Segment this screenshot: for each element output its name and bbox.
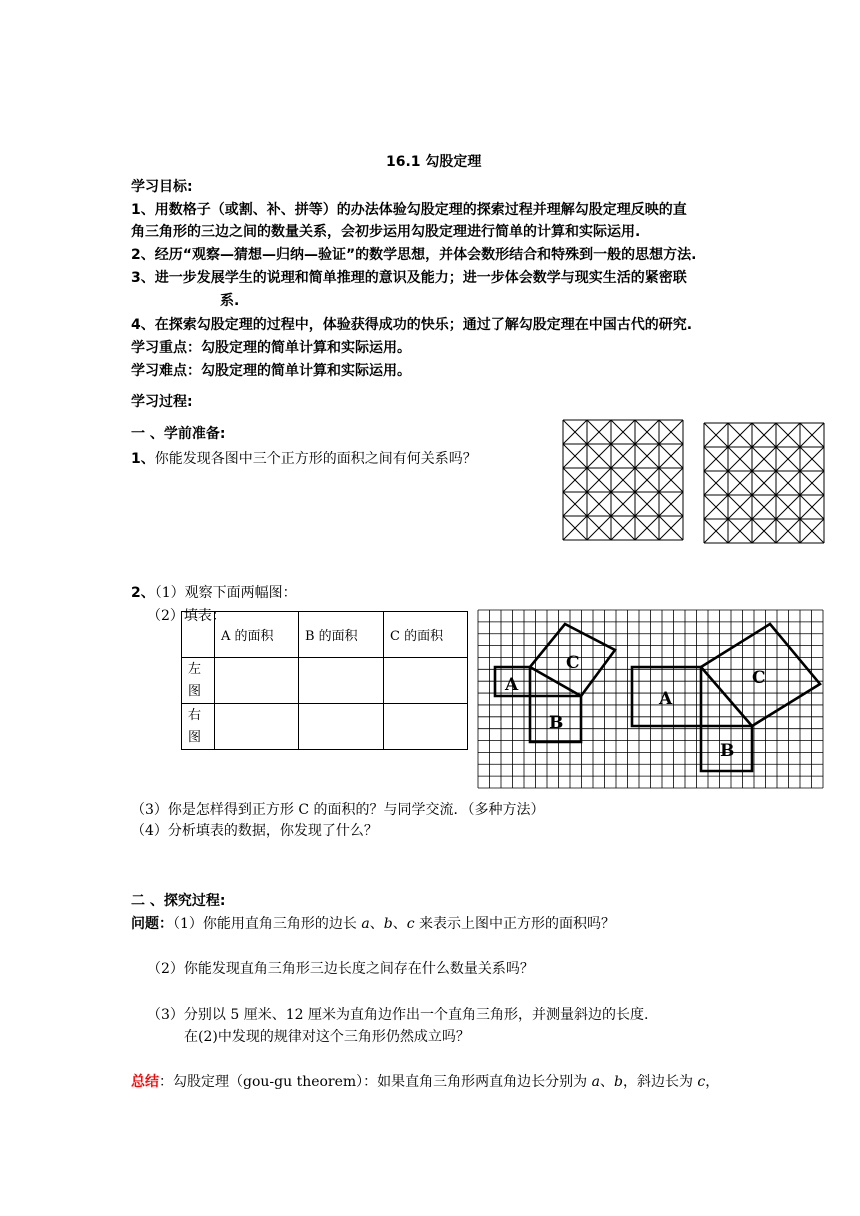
question-4: （4）分析填表的数据，你发现了什么？: [131, 823, 378, 839]
row-label-right-figure: 右 图: [182, 704, 215, 750]
goal-3-line-2: 系.: [220, 293, 240, 309]
question-2-text: （1）观察下面两幅图：: [154, 585, 297, 601]
left-label-c: C: [566, 653, 580, 673]
section-1-heading: 一 、学前准备:: [131, 426, 226, 442]
cell-right-c[interactable]: [384, 704, 468, 750]
problem-1: 问题：（1）你能用直角三角形的边长 a、b、c 来表示上图中正方形的面积吗？: [131, 916, 615, 932]
summary-label: 总结: [131, 1074, 159, 1090]
question-2-fill-label: （2）填表：: [147, 608, 226, 624]
key-point: 学习重点：勾股定理的简单计算和实际运用。: [131, 340, 411, 356]
table-header-c: C 的面积: [384, 612, 468, 658]
left-label-b: B: [549, 713, 564, 733]
row-label-left-figure: 左 图: [182, 658, 215, 704]
difficulty-point: 学习难点：勾股定理的简单计算和实际运用。: [131, 363, 411, 379]
table-header-b: B 的面积: [299, 612, 384, 658]
question-2-number: 2、: [131, 585, 155, 601]
cell-right-b[interactable]: [299, 704, 384, 750]
problem-2: （2）你能发现直角三角形三边长度之间存在什么数量关系吗？: [147, 961, 534, 977]
table-header-a: A 的面积: [215, 612, 299, 658]
table-row: [182, 704, 468, 750]
process-heading: 学习过程:: [131, 394, 193, 410]
page-title: 16.1 勾股定理: [386, 154, 482, 170]
problem-3-line-1: （3）分别以 5 厘米、12 厘米为直角边作出一个直角三角形，并测量斜边的长度.: [147, 1007, 649, 1023]
grid-figure-right: [704, 423, 824, 543]
cell-left-b[interactable]: [299, 658, 384, 704]
right-label-c: C: [752, 668, 766, 688]
question-1-number: 1、: [131, 451, 155, 467]
right-label-a: A: [659, 689, 673, 709]
question-2: [131, 583, 297, 603]
summary: 总结：勾股定理（gou-gu theorem）：如果直角三角形两直角边长分别为 a、b，斜边长为 c，: [131, 1074, 720, 1090]
goal-1-line-2: 角三角形的三边之间的数量关系，会初步运用勾股定理进行简单的计算和实际运用.: [131, 224, 641, 240]
grid-figure-left: [563, 420, 683, 540]
section-2-heading: 二 、探究过程:: [131, 893, 226, 909]
table-row: [182, 658, 468, 704]
goal-2: 2、经历“观察—猜想—归纳—验证”的数学思想，并体会数形结合和特殊到一般的思想方法.: [131, 247, 697, 263]
table-corner-cell: [182, 612, 215, 658]
problem-3-line-2: 在(2)中发现的规律对这个三角形仍然成立吗？: [184, 1029, 470, 1045]
question-1: [131, 449, 477, 469]
left-label-a: A: [505, 675, 519, 695]
right-label-b: B: [720, 741, 735, 761]
question-3: （3）你是怎样得到正方形 C 的面积的？与同学交流．（多种方法）: [131, 802, 545, 818]
cell-right-a[interactable]: [215, 704, 299, 750]
cell-left-c[interactable]: [384, 658, 468, 704]
pythagoras-squares-figure: [478, 610, 823, 788]
goal-1-line-1: 1、用数格子（或割、补、拼等）的办法体验勾股定理的探索过程并理解勾股定理反映的直: [131, 202, 687, 218]
problem-label: 问题：: [131, 916, 173, 932]
goal-3-line-1: 3、进一步发展学生的说理和简单推理的意识及能力；进一步体会数学与现实生活的紧密联: [131, 270, 687, 286]
question-1-text: 你能发现各图中三个正方形的面积之间有何关系吗？: [154, 451, 477, 467]
goals-heading: 学习目标:: [131, 179, 193, 195]
area-table: [181, 611, 468, 750]
goal-4: 4、在探索勾股定理的过程中，体验获得成功的快乐；通过了解勾股定理在中国古代的研究.: [131, 317, 693, 333]
cell-left-a[interactable]: [215, 658, 299, 704]
